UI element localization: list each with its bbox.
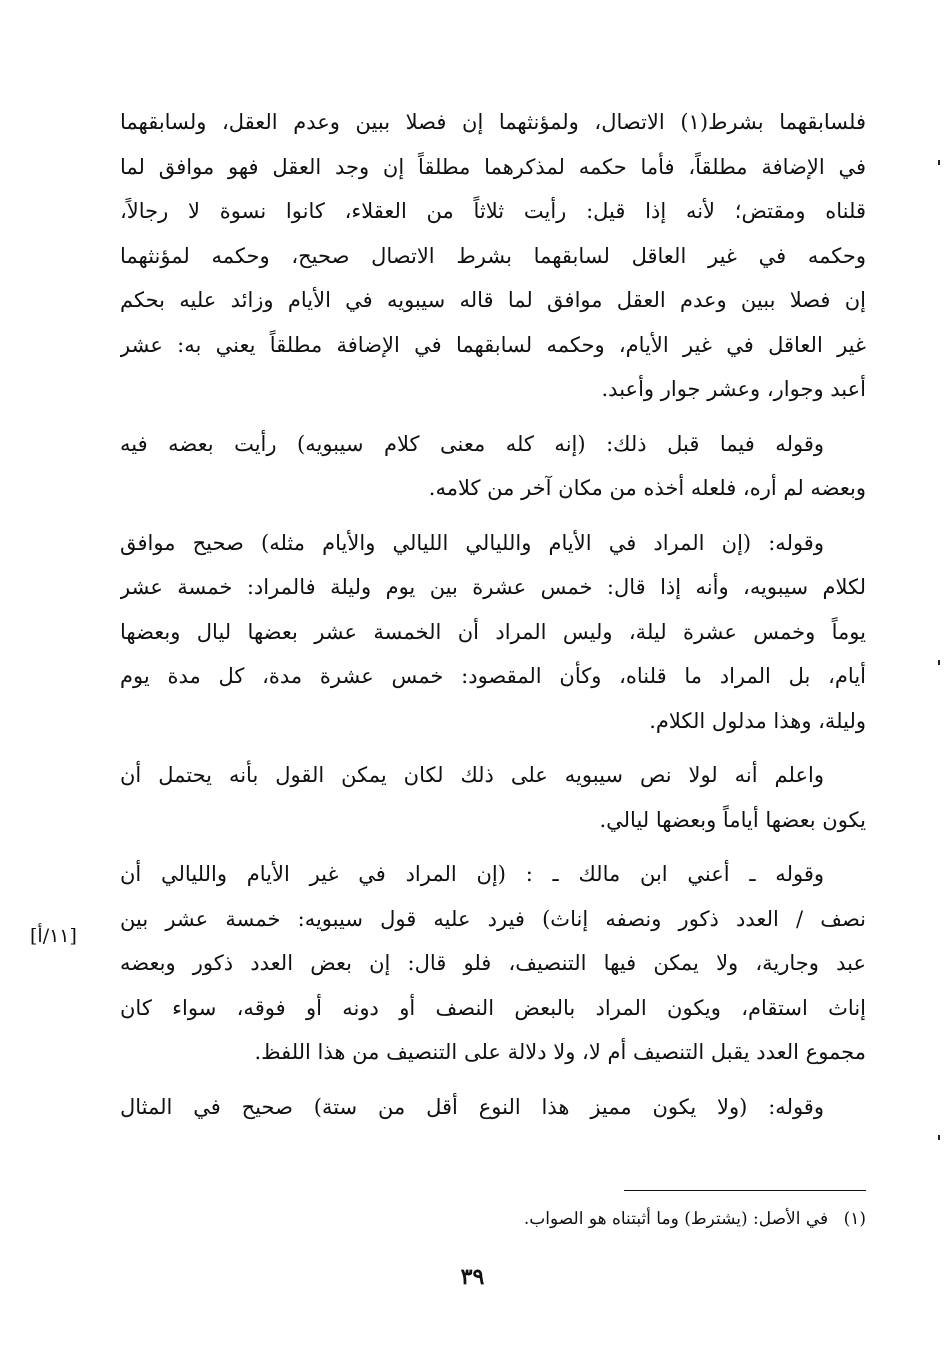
footnote-separator (624, 1190, 866, 1191)
text-line: واعلم أنه لولا نص سيبويه على ذلك لكان يمكن القول بأنه يحتمل أن (120, 763, 824, 787)
text-line: فلسابقهما بشرط(١) الاتصال، ولمؤنثهما إن فصلا ببين وعدم العقل، ولسابقهما (120, 110, 866, 134)
text-line: إن فصلا ببين وعدم العقل موافق لما قاله سيبويه في الأيام وزائد عليه بحكم (120, 288, 866, 312)
text-line: في الإضافة مطلقاً، فأما حكمه لمذكرهما مطلقاً إن وجد العقل فهو موافق لما (120, 154, 866, 179)
text-line: أعبد وجوار، وعشر جوار وأعبد. (601, 377, 866, 401)
text-line: غير العاقل في غير الأيام، وحكمه لسابقهما في الإضافة مطلقاً يعني به: عشر (120, 332, 866, 357)
text-line: يوماً وخمس عشرة ليلة، وليس المراد أن الخمسة عشر بعضها ليال وبعضها (120, 619, 866, 644)
text-line: قلناه ومقتض؛ لأنه إذا قيل: رأيت ثلاثاً من العقلاء، كانوا نسوة لا رجالاً، (120, 199, 866, 223)
paragraph-4 (120, 753, 866, 842)
paragraph-2 (120, 422, 866, 511)
text-line: أيام، بل المراد ما قلناه، وكأن المقصود: خمس عشرة مدة، كل مدة يوم (120, 664, 866, 688)
text-line: وبعضه لم أره، فلعله أخذه من مكان آخر من كلامه. (428, 476, 866, 500)
footnote (524, 1204, 866, 1234)
text-line: وقوله ـ أعني ابن مالك ـ : (إن المراد في غير الأيام والليالي أن (120, 862, 824, 886)
text-line: يكون بعضها أياماً وبعضها ليالي. (599, 807, 866, 832)
text-line: إناث استقام، ويكون المراد بالبعض النصف أو دونه أو فوقه، سواء كان (120, 995, 866, 1020)
margin-folio-reference: [١١/أ] (30, 925, 77, 947)
text-line: نصف / العدد ذكور ونصفه إناث) فيرد عليه قول سيبويه: خمسة عشر بين (120, 906, 866, 931)
text-line: وقوله فيما قبل ذلك: (إنه كله معنى كلام سيبويه) رأيت بعضه فيه (120, 431, 824, 456)
main-text (120, 100, 866, 1129)
page-number: ٣٩ (460, 1264, 485, 1290)
paragraph-5 (120, 852, 866, 1075)
text-line: عبد وجارية، ولا يمكن فيها التنصيف، فلو قال: إن بعض العدد ذكور وبعضه (120, 951, 866, 975)
text-line: لكلام سيبويه، وأنه إذا قال: خمس عشرة بين يوم وليلة فالمراد: خمسة عشر (120, 575, 866, 599)
footnote-text: في الأصل: (يشترط) وما أثبتناه هو الصواب. (523, 1209, 829, 1229)
paragraph-1 (120, 100, 866, 412)
scan-mark (938, 1135, 940, 1140)
scan-mark (938, 660, 940, 665)
footnote-number: (١) (843, 1209, 866, 1229)
text-line: وحكمه في غير العاقل لسابقهما بشرط الاتصال صحيح، وحكمه لمؤنثهما (120, 243, 866, 268)
text-line: وليلة، وهذا مدلول الكلام. (649, 708, 866, 733)
scan-mark (938, 160, 940, 165)
text-line: وقوله: (ولا يكون مميز هذا النوع أقل من ستة) صحيح في المثال (120, 1094, 824, 1119)
text-line: وقوله: (إن المراد في الأيام والليالي الليالي والأيام مثله) صحيح موافق (120, 530, 824, 555)
paragraph-3 (120, 521, 866, 744)
paragraph-6 (120, 1085, 866, 1130)
text-line: مجموع العدد يقبل التنصيف أم لا، ولا دلالة على التنصيف من هذا اللفظ. (254, 1040, 866, 1064)
